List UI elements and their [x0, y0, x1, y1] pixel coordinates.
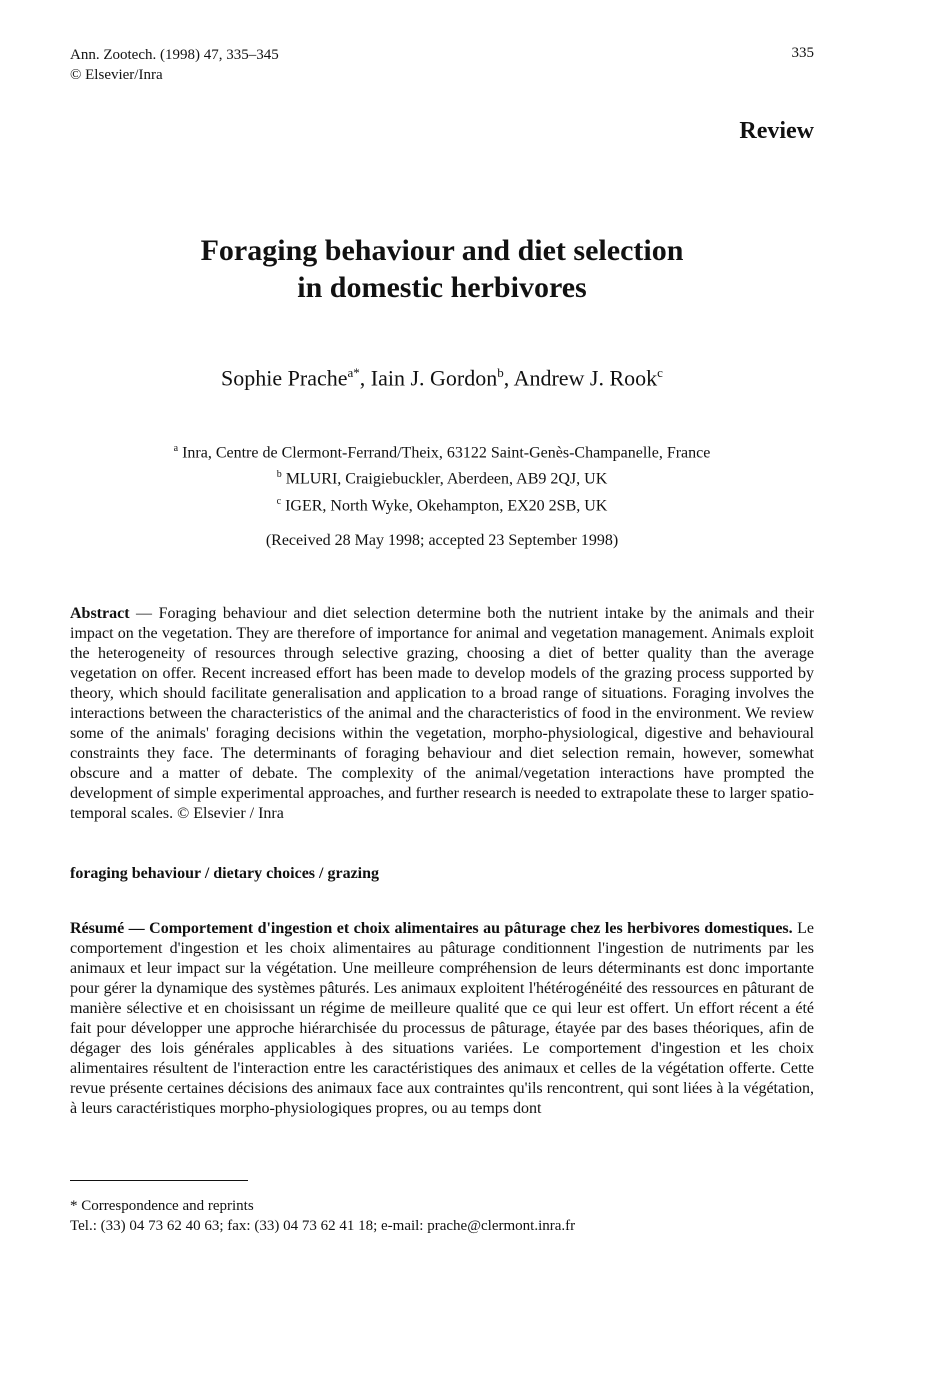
affiliation-mark: a — [173, 443, 179, 454]
journal-citation: Ann. Zootech. (1998) 47, 335–345 — [70, 47, 279, 63]
author-name: Sophie Prache — [221, 365, 348, 391]
resume-text: Le comportement d'ingestion et les choix alimentaires au pâturage conditionnent l'ingestion de nutriments par les animaux et leur impact sur la végétation. Une meilleure compréhension de leurs déterminants est donc importante pour gérer la dynamique des systèmes pâturés. Les animaux exploitent l'hétérogénéité des ressources en pâturant de manière sélective et en choisissant un régime de meilleure qualité que ce qui leur est offert. Un effort récent a été fait pour développer une approche hiérarchisée du processus de pâturage, étayée par des bases théoriques, afin de dégager des lois générales applicables à des situations variées. Le comportement d'ingestion et les choix alimentaires résultent de l'interaction entre les caractéristiques des animaux et celles de la végétation offerte. Cette revue présente certaines décisions des animaux face aux contraintes qu'ils rencontrent, qui sont liées à la végétation, à leurs caractéristiques morpho-physiologiques propres, ou au temps dont — [70, 920, 814, 1117]
page-number: 335 — [791, 45, 814, 61]
author-name: Andrew J. Rook — [513, 365, 658, 391]
title-line-1: Foraging behaviour and diet selection — [200, 234, 684, 267]
author-separator: , — [359, 365, 371, 391]
author-list — [100, 365, 784, 391]
resume — [70, 919, 814, 1119]
received-dates: (Received 28 May 1998; accepted 23 September 1998) — [265, 532, 619, 549]
affiliation-c — [100, 491, 784, 517]
journal-header — [70, 45, 279, 85]
footnotes — [70, 1196, 575, 1236]
affiliations — [100, 438, 784, 517]
author-affil-mark: c — [657, 365, 663, 380]
title-line-2: in domestic herbivores — [297, 271, 587, 304]
author-separator: , — [503, 365, 514, 391]
abstract-text: Foraging behaviour and diet selection determine both the nutrient intake by the animals and their impact on the vegetation. They are therefore of importance for animal and vegetation management. Animals exploit the heterogeneity of resources through selective grazing, choosing a diet of better quality than the average vegetation on offer. Recent increased effort has been made to develop models of the grazing process supported by theory, which should facilitate generalisation and application to a broad range of situations. Foraging involves the interactions between the characteristics of the animal and the characteristics of food in the environment. We review some of the animals' foraging decisions within the vegetation, morpho-physiological, digestive and behavioural constraints they face. The determinants of foraging behaviour and diet selection remain, however, somewhat obscure and a matter of debate. The complexity of the animal/vegetation interactions have prompted the development of simple experimental approaches, and further research is needed to extrapolate these to larger spatio-temporal scales. © Elsevier / Inra — [70, 605, 815, 822]
resume-heading: Résumé — Comportement d'ingestion et choix alimentaires au pâturage chez les herbivores domestiques. — [70, 920, 793, 937]
affiliation-mark: b — [276, 469, 282, 481]
author-affil-mark: a* — [347, 365, 360, 380]
contact-note: Tel.: (33) 04 73 62 40 63; fax: (33) 04 73 62 41 18; e-mail: prache@clermont.inra.fr — [70, 1218, 576, 1234]
footnote-divider — [70, 1180, 248, 1181]
article-title — [110, 232, 774, 306]
abstract-label: Abstract — [70, 605, 130, 622]
abstract — [70, 604, 814, 824]
author-affil-mark: b — [497, 365, 504, 380]
affiliation-mark: c — [276, 495, 282, 507]
author-name: Iain J. Gordon — [370, 365, 498, 391]
section-label: Review — [739, 118, 814, 144]
affiliation-text: Inra, Centre de Clermont-Ferrand/Theix, 63122 Saint-Genès-Champanelle, France — [182, 444, 711, 462]
affiliation-text: IGER, North Wyke, Okehampton, EX20 2SB, UK — [285, 496, 608, 514]
affiliation-text: MLURI, Craigiebuckler, Aberdeen, AB9 2QJ, UK — [285, 470, 608, 488]
correspondence-note: * Correspondence and reprints — [70, 1198, 254, 1214]
keywords: foraging behaviour / dietary choices / grazing — [70, 865, 380, 882]
publisher-line: © Elsevier/Inra — [70, 67, 163, 83]
abstract-dash: — — [129, 605, 159, 622]
affiliation-b — [100, 464, 784, 490]
affiliation-a — [100, 438, 784, 464]
